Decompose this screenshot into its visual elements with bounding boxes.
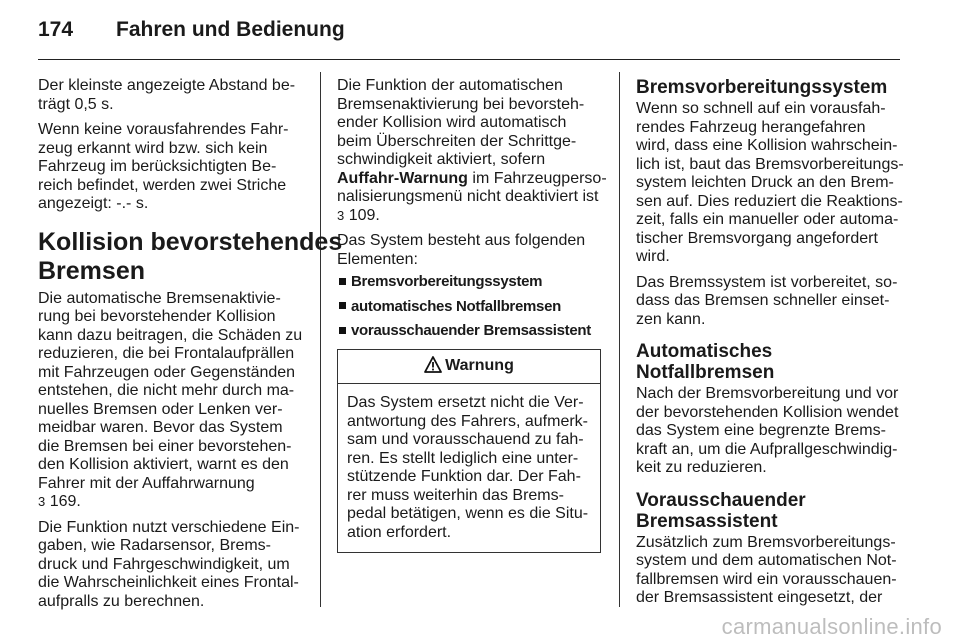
bullet-square-icon <box>339 278 346 285</box>
warning-title: Warnung <box>445 356 514 374</box>
warning-body: Das System ersetzt nicht die Ver- antwortung des Fahrers, aufmerk- sam und vorausschauend zu fah- ren. Es stellt lediglich eine unter- stützende Funktion dar. Der Fah- rer muss weiterhin das Brems- pedal betätigen, wenn es die Situ- ation erfordert. <box>347 394 589 541</box>
paragraph-brake-preparation: Wenn so schnell auf ein vorausfah- rendes Fahrzeug herangefahren wird, dass eine Kollision wahrschein- lich ist, baut das Bremsvorbereitungs- system leichten Druck an den Brem- sen auf. Dies reduziert die Reaktions- zeit, falls ein manueller oder automa- tischer Bremsvorgang angefordert wird. <box>636 100 904 265</box>
paragraph-collision-intro: Die automatische Bremsenaktivie- rung bei bevorstehender Kollision kann dazu beitragen, die Schäden zu reduzieren, die bei Frontalaufprällen mit Fahrzeugen oder Gegenständen entstehen, die nicht mehr durch ma- nuelles Bremsen oder Lenken ver- meidbar waren. Bevor das System die Bremsen bei einer bevorstehen- den Kollision aktiviert, warnt es den Fahrer mit der Auffahrwarnung 3 169. <box>38 289 303 510</box>
paragraph-function-inputs: Die Funktion nutzt verschiedene Ein- gaben, wie Radarsensor, Brems- druck und Fahrgeschwindigkeit, um die Wahrscheinlichkeit eines Frontal- aufpralls zu berechnen. <box>38 518 300 610</box>
section-heading-collision-braking: Kollision bevorstehendes Bremsen <box>38 227 343 285</box>
list-item: automatisches Notfallbremsen <box>337 298 603 317</box>
column-2 <box>337 77 607 553</box>
heading-emergency-braking: Automatisches Notfallbremsen <box>636 341 775 383</box>
paragraph-components-intro: Das System besteht aus folgenden Elementen: <box>337 232 586 268</box>
heading-brake-assist: Vorausschauender Bremsassistent <box>636 489 806 532</box>
bullet-square-icon <box>339 327 346 334</box>
reference-arrow-icon: 3 <box>337 207 345 223</box>
paragraph-brake-ready: Das Bremssystem ist vorbereitet, so- dass das Bremsen schneller einset- zen kann. <box>636 273 898 328</box>
list-item: Bremsvorbereitungssystem <box>337 273 603 292</box>
list-item: vorausschauender Bremsassistent <box>337 322 603 341</box>
paragraph-emergency-braking: Nach der Bremsvorbereitung und vor der bevorstehenden Kollision wendet das System eine begrenzte Brems- kraft an, um die Aufprallgeschwindig- keit zu reduzieren. <box>636 385 899 476</box>
warning-box <box>337 349 601 554</box>
paragraph-no-vehicle: Wenn keine vorausfahrendes Fahr- zeug erkannt wird bzw. sich kein Fahrzeug im berücksichtigten Be- reich befindet, werden zwei Striche angezeigt: -.- s. <box>38 121 289 212</box>
page-reference-109[interactable]: 3 109. <box>337 206 380 224</box>
paragraph-activation: Die Funktion der automatischen Bremsenaktivierung bei bevorsteh- ender Kollision wird automatisch beim Überschreiten der Schrittge- schwindigkeit aktiviert, sofern Auffahr-Warnung im Fahrzeugperso- nalisierungsmenü nicht deaktiviert ist 3 109. <box>337 77 607 224</box>
header-divider <box>38 59 900 60</box>
chapter-title: Fahren und Bedienung <box>116 18 345 41</box>
warning-header <box>338 350 600 385</box>
paragraph-brake-assist: Zusätzlich zum Bremsvorbereitungs- system und dem automatischen Not- fallbremsen wird ein vorausschauen- der Bremsassistent eingesetzt, der <box>636 533 897 606</box>
column-1 <box>38 77 343 618</box>
page-number: 174 <box>38 18 74 41</box>
term-auffahr-warnung: Auffahr-Warnung <box>337 169 468 187</box>
column-divider-1 <box>320 72 321 607</box>
bullet-square-icon <box>339 302 346 309</box>
column-divider-2 <box>619 72 620 607</box>
page-reference-169[interactable]: 3 169. <box>38 493 81 510</box>
page-header <box>38 18 345 48</box>
paragraph-min-distance: Der kleinste angezeigte Abstand be- trägt 0,5 s. <box>38 77 296 113</box>
components-list <box>337 273 603 341</box>
column-3 <box>636 77 904 615</box>
reference-arrow-icon: 3 <box>38 494 46 509</box>
watermark: carmanualsonline.info <box>721 614 942 639</box>
warning-triangle-icon <box>424 356 442 379</box>
heading-brake-preparation: Bremsvorbereitungssystem <box>636 77 888 98</box>
